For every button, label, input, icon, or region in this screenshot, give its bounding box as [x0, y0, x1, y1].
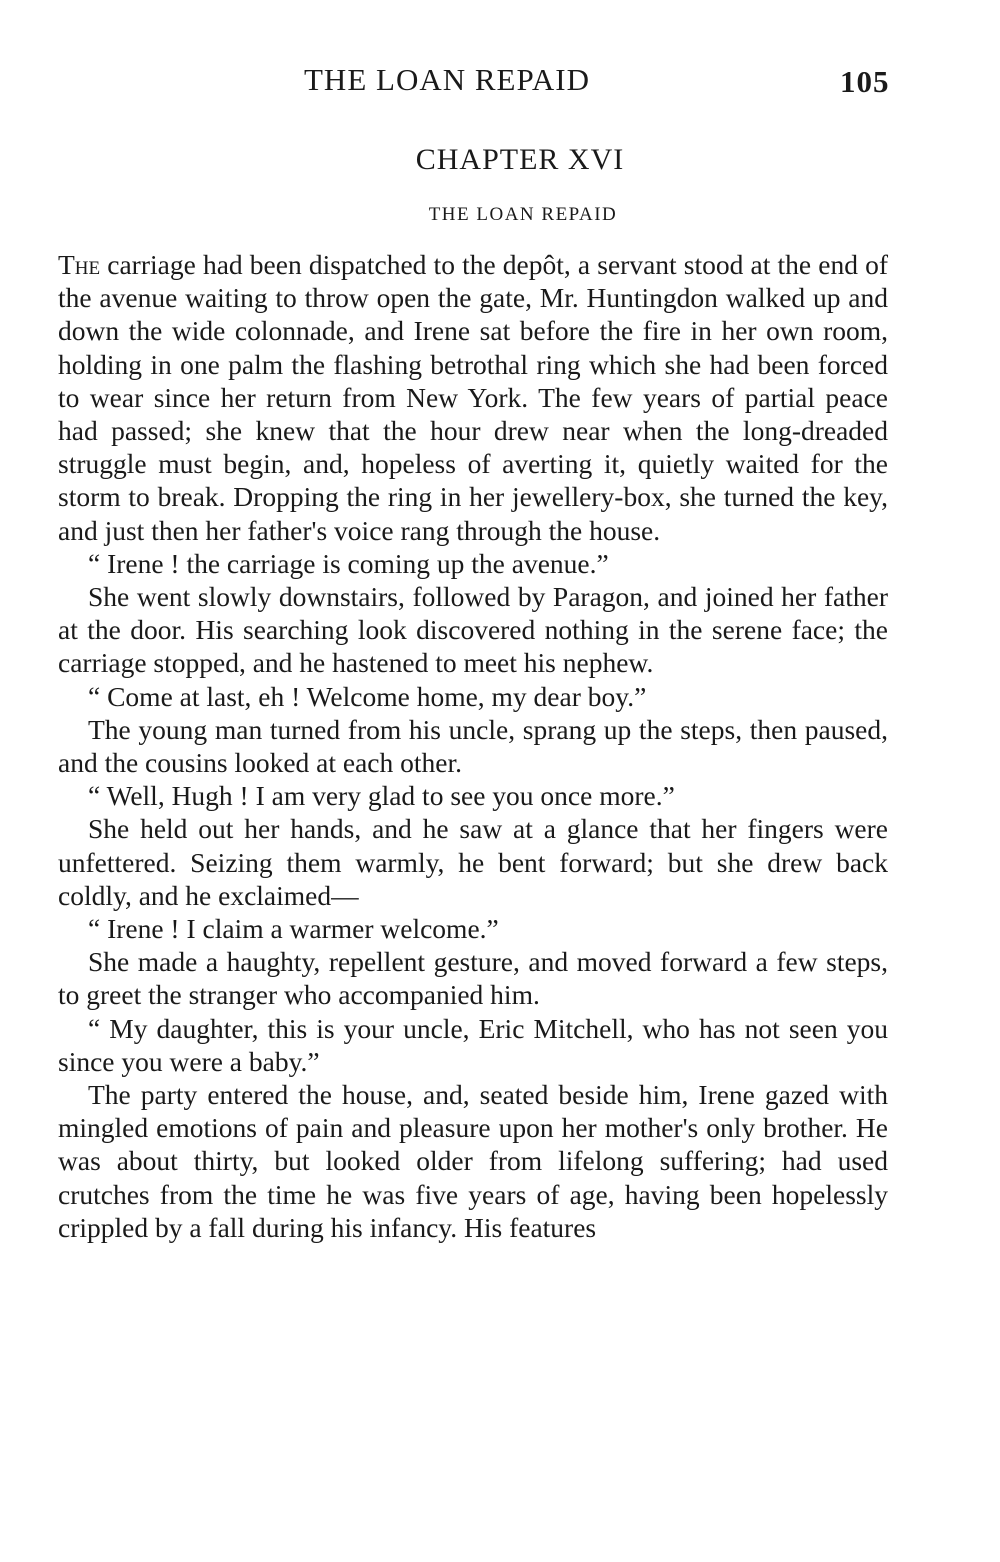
paragraph — [58, 248, 888, 547]
body-text — [58, 248, 888, 1244]
paragraph: The party entered the house, and, seated beside him, Irene gazed with mingled emotions of pain and pleasure upon her mother's only brother. He was about thirty, but looked older from lifelong suffering; had used crutches from the time he was five years of age, having been hopelessly crippled by a fall during his infancy. His features — [58, 1079, 888, 1243]
paragraph: The young man turned from his uncle, sprang up the steps, then paused, and the cousins looked at each other. — [58, 713, 888, 779]
paragraph-text: carriage had been dispatched to the depôt, a servant stood at the end of the avenue waiting to throw open the gate, Mr. Huntingdon walked up and down the wide colonnade, and Irene sat before the fire in her own room, holding in one palm the flashing betrothal ring which she had been forced to wear since her return from New York. The few years of partial peace had passed; she knew that the hour drew near when the long-dreaded struggle must begin, and, hopeless of averting it, quietly waited for the storm to break. Dropping the ring in her jewellery-box, she turned the key, and just then her father's voice rang through the house. — [58, 249, 888, 546]
paragraph: “ My daughter, this is your uncle, Eric Mitchell, who has not seen you since you were a baby.” — [58, 1012, 888, 1077]
chapter-heading: CHAPTER XVI — [415, 143, 625, 176]
chapter-subheading: THE LOAN REPAID — [428, 204, 618, 225]
paragraph: “ Irene ! the carriage is coming up the avenue.” — [88, 547, 609, 579]
paragraph: She made a haughty, repellent gesture, and moved forward a few steps, to greet the stranger who accompanied him. — [58, 946, 888, 1011]
paragraph: “ Irene ! I claim a warmer welcome.” — [88, 913, 499, 945]
paragraph: She held out her hands, and he saw at a glance that her fingers were unfettered. Seizing them warmly, he bent forward; but she drew back coldly, and he exclaimed— — [58, 813, 888, 911]
paragraph: “ Well, Hugh ! I am very glad to see you once more.” — [88, 780, 675, 812]
paragraph-lead: The — [58, 249, 101, 280]
paragraph: She went slowly downstairs, followed by Paragon, and joined her father at the door. His searching look discovered nothing in the serene face; the carriage stopped, and he hastened to meet his nephew. — [58, 581, 888, 679]
paragraph: “ Come at last, eh ! Welcome home, my dear boy.” — [88, 680, 647, 712]
running-head — [0, 58, 1000, 102]
page-number: 105 — [840, 64, 890, 99]
running-title: THE LOAN REPAID — [304, 62, 590, 97]
